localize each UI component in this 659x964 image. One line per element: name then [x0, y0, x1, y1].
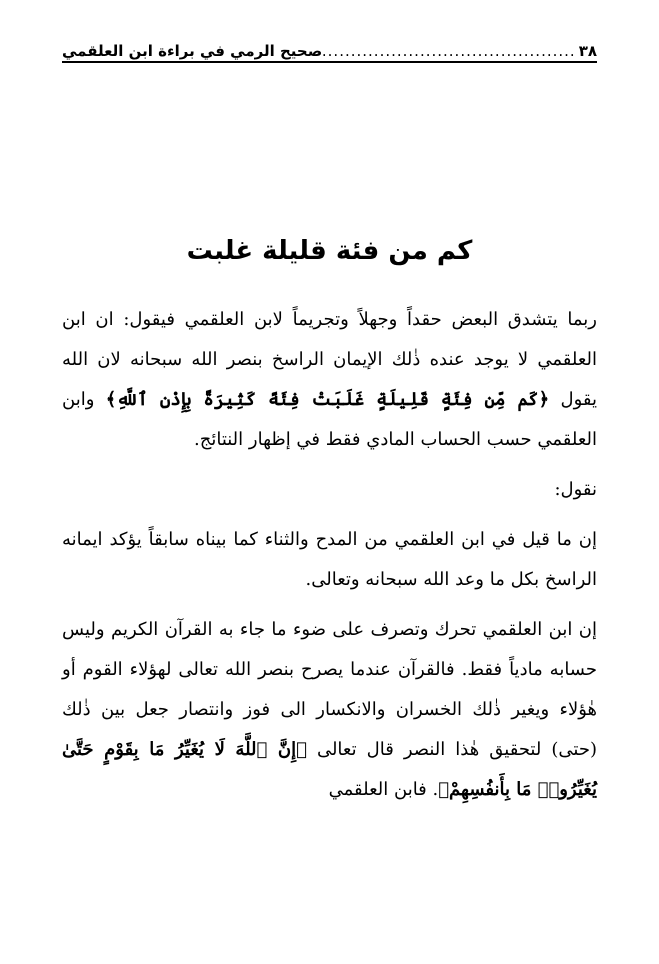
paragraph-text: . فابن العلقمي — [328, 779, 439, 800]
header-rule — [62, 61, 597, 63]
chapter-title: كم من فئة قليلة غلبت — [186, 236, 473, 266]
paragraph-text: إن ابن العلقمي تحرك وتصرف على ضوء ما جاء به القرآن الكريم وليس حسابه مادياً فقط. فالقرآن عندما يصرح بنصر الله تعالى لهؤلاء القوم أو هٰؤلاء ويغير ذٰلك الخسران والانكسار الى فوز وانتصار جعل بين ذٰلك (حتى) لتحقيق هٰذا النصر قال تعالى — [62, 619, 597, 760]
paragraph: نقول: — [554, 479, 597, 500]
paragraph: إن ما قيل في ابن العلقمي من المدح والثناء كما بيناه سابقاً يؤكد ايمانه الراسخ بكل ما وعد الله سبحانه وتعالى. — [62, 529, 597, 590]
header-leader-dots — [322, 42, 575, 60]
page-number: ٣٨ — [578, 42, 597, 60]
paragraph-text: وابن العلقمي حسب الحساب المادي فقط في إظهار النتائج. — [62, 389, 597, 450]
paragraph — [62, 300, 597, 460]
running-title: صحيح الرمي في براءة ابن العلقمي — [62, 42, 323, 60]
page-header — [62, 30, 597, 60]
body-text — [62, 300, 597, 820]
paragraph — [62, 610, 597, 810]
quran-verse: ﴿إِنَّ ٱللَّهَ لَا يُغَيِّرُ مَا بِقَوْمٍ حَتَّىٰ يُغَيِّرُوا۟ مَا بِأَنفُسِهِمْ﴾ — [62, 739, 597, 800]
quran-verse: ﴿كَم مِّن فِئَةٍ قَلِيلَةٍ غَلَبَتْ فِئَةً كَثِيرَةً بِإِذْنِ ٱللَّهِ﴾ — [105, 389, 550, 410]
paragraph-text: ربما يتشدق البعض حقداً وجهلاً وتجريماً لابن العلقمي فيقول: ان ابن العلقمي لا يوجد عنده ذٰلك الإيمان الراسخ بنصر الله سبحانه لان الله يقول — [62, 309, 597, 410]
